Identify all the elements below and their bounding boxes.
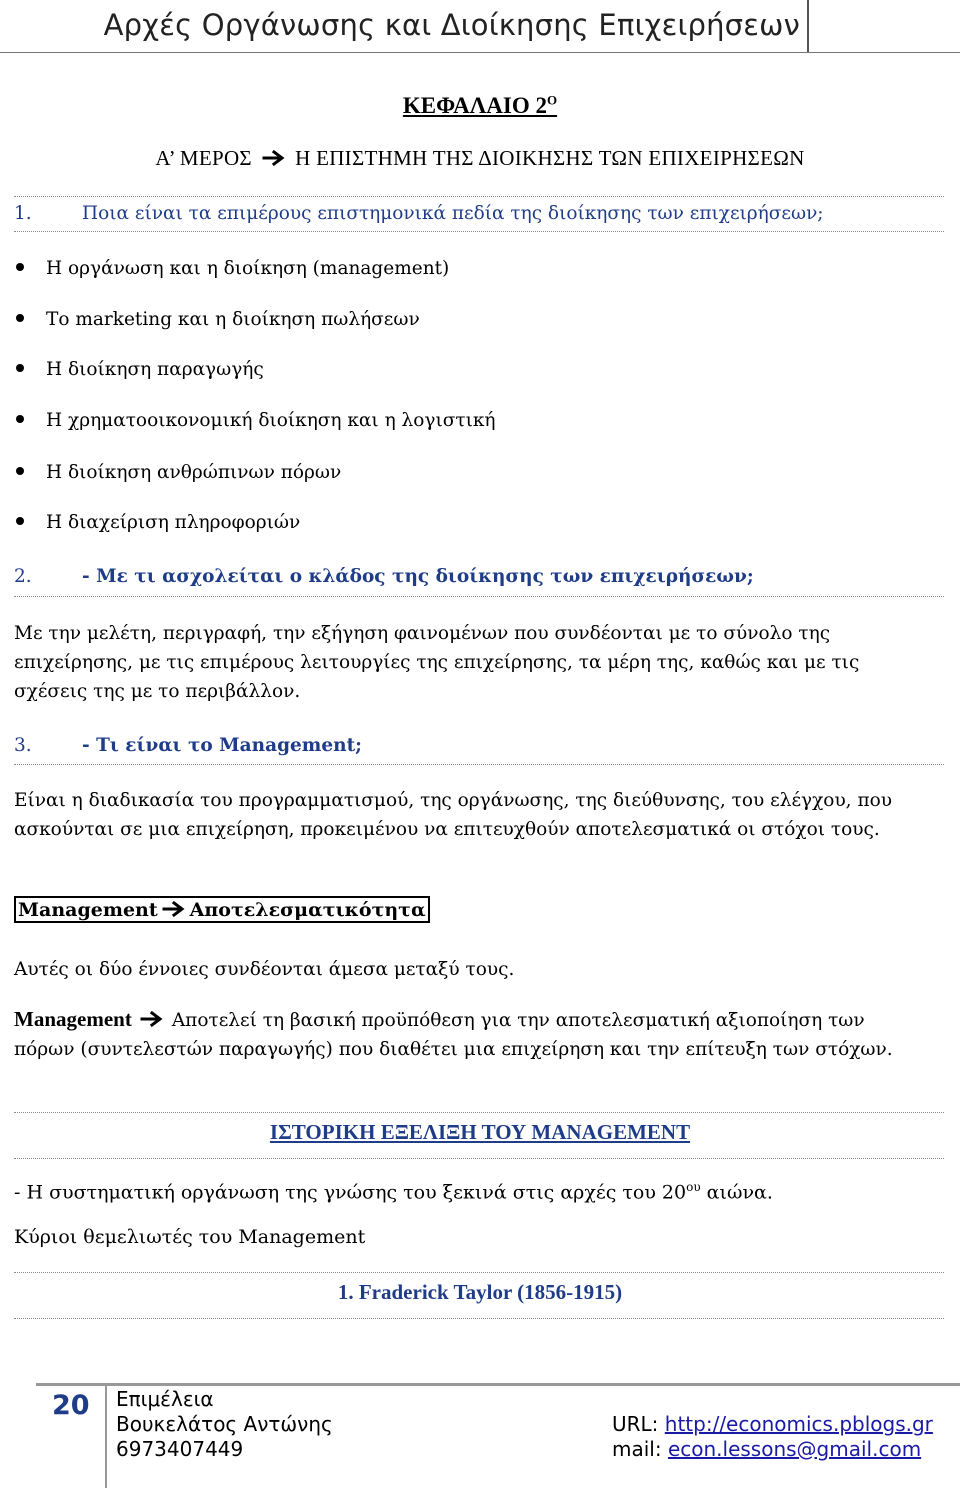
footer-label: Επιμέλεια [116, 1387, 214, 1411]
list-item: Η διαχείριση πληροφοριών [16, 512, 300, 533]
footer-author: Βουκελάτος Αντώνης [116, 1412, 333, 1436]
bullet-icon [16, 314, 24, 322]
dotted-divider [14, 596, 944, 597]
founders-line: Κύριοι θεμελιωτές του Management [14, 1226, 366, 1248]
bullet-icon [16, 467, 24, 475]
question-2 [14, 566, 944, 587]
management-term: Management [14, 1007, 132, 1031]
footer-url-row [612, 1412, 933, 1436]
management-definition [14, 1005, 930, 1064]
mail-label: mail: [612, 1437, 662, 1461]
page-number: 20 [52, 1390, 90, 1421]
list-item: Η οργάνωση και η διοίκηση (management) [16, 258, 449, 279]
mail-link[interactable]: econ.lessons@gmail.com [667, 1437, 922, 1461]
boxed-left: Management [18, 899, 158, 921]
bullet-icon [16, 517, 24, 525]
question-number: 2. [14, 566, 32, 587]
bullet-icon [16, 364, 24, 372]
boxed-right: Αποτελεσματικότητα [189, 899, 426, 921]
arrow-right-icon [162, 901, 186, 917]
footer-mail-row [612, 1437, 921, 1461]
question-3 [14, 735, 944, 756]
footer-divider [105, 1383, 107, 1488]
question-text: - Με τι ασχολείται ο κλάδος της διοίκησης των επιχειρήσεων; [82, 566, 754, 587]
history-line: - Η συστηματική οργάνωση της γνώσης του ξεκινά στις αρχές του $20^{o\upsilon}$ αιώνα. [14, 1180, 773, 1204]
dotted-divider [14, 1272, 944, 1273]
answer-paragraph: Είναι η διαδικασία του προγραμματισμού, της οργάνωσης, της διεύθυνσης, του ελέγχου, που ασκούνται σε μια επιχείρηση, προκειμένου να επιτευχθούν αποτελεσματικά οι στόχοι τους. [14, 790, 892, 840]
url-link[interactable]: http://economics.pblogs.gr [664, 1412, 933, 1436]
part-left: Α’ ΜΕΡΟΣ [155, 146, 252, 170]
list-item: Η διοίκηση παραγωγής [16, 359, 264, 380]
header-rule [0, 52, 960, 53]
answer-paragraph: Με την μελέτη, περιγραφή, την εξήγηση φαινομένων που συνδέονται με το σύνολο της επιχείρησης, με τις επιμέρους λειτουργίες της επιχείρησης, τα μέρη της, καθώς και με τις σχέσεις της με το περιβάλλον. [14, 623, 860, 702]
arrow-right-icon [262, 150, 286, 166]
list-item: Η διοίκηση ανθρώπινων πόρων [16, 462, 341, 483]
question-number: 1. [14, 203, 32, 224]
arrow-right-icon [140, 1011, 164, 1027]
dotted-divider [14, 196, 944, 197]
question-1 [14, 203, 944, 224]
question-text: Ποια είναι τα επιμέρους επιστημονικά πεδία της διοίκησης των επιχειρήσεων; [82, 203, 824, 224]
part-heading [0, 146, 960, 171]
footer-rule [36, 1383, 960, 1386]
chapter-heading [0, 92, 960, 119]
header-title: Αρχές Οργάνωσης και Διοίκησης Επιχειρήσεων [103, 8, 800, 42]
part-right: Η ΕΠΙΣΤΗΜΗ ΤΗΣ ΔΙΟΙΚΗΣΗΣ ΤΩΝ ΕΠΙΧΕΙΡΗΣΕΩΝ [295, 146, 805, 170]
list-item: Η χρηματοοικονομική διοίκηση και η λογιστική [16, 410, 495, 431]
question-text: - Τι είναι το Management; [82, 735, 362, 756]
concepts-line: Αυτές οι δύο έννοιες συνδέονται άμεσα μεταξύ τους. [14, 959, 515, 980]
dotted-divider [14, 1158, 944, 1159]
chapter-sup: Ο [546, 92, 558, 107]
bullet-icon [16, 415, 24, 423]
dotted-divider [14, 231, 944, 232]
bullet-icon [16, 263, 24, 271]
dotted-divider [14, 1318, 944, 1319]
taylor-heading: 1. Fraderick Taylor (1856-1915) [337, 1280, 623, 1304]
chapter-label: ΚΕΦΑΛΑΙΟ 2 [402, 92, 547, 118]
management-efficiency-box [14, 896, 430, 923]
header-divider [807, 0, 809, 52]
dotted-divider [14, 764, 944, 765]
dotted-divider [14, 1112, 944, 1113]
history-heading: ΙΣΤΟΡΙΚΗ ΕΞΕΛΙΞΗ ΤΟΥ MANAGEMENT [269, 1120, 691, 1144]
footer-phone: 6973407449 [116, 1437, 244, 1461]
url-label: URL: [612, 1412, 659, 1436]
management-text: Αποτελεί τη βασική προϋπόθεση για την αποτελεσματική αξιοποίηση των πόρων (συντελεστών παραγωγής) που διαθέτει μια επιχείρηση και την επίτευξη των στόχων. [14, 1010, 893, 1060]
question-number: 3. [14, 735, 32, 756]
list-item: Το marketing και η διοίκηση πωλήσεων [16, 309, 420, 330]
